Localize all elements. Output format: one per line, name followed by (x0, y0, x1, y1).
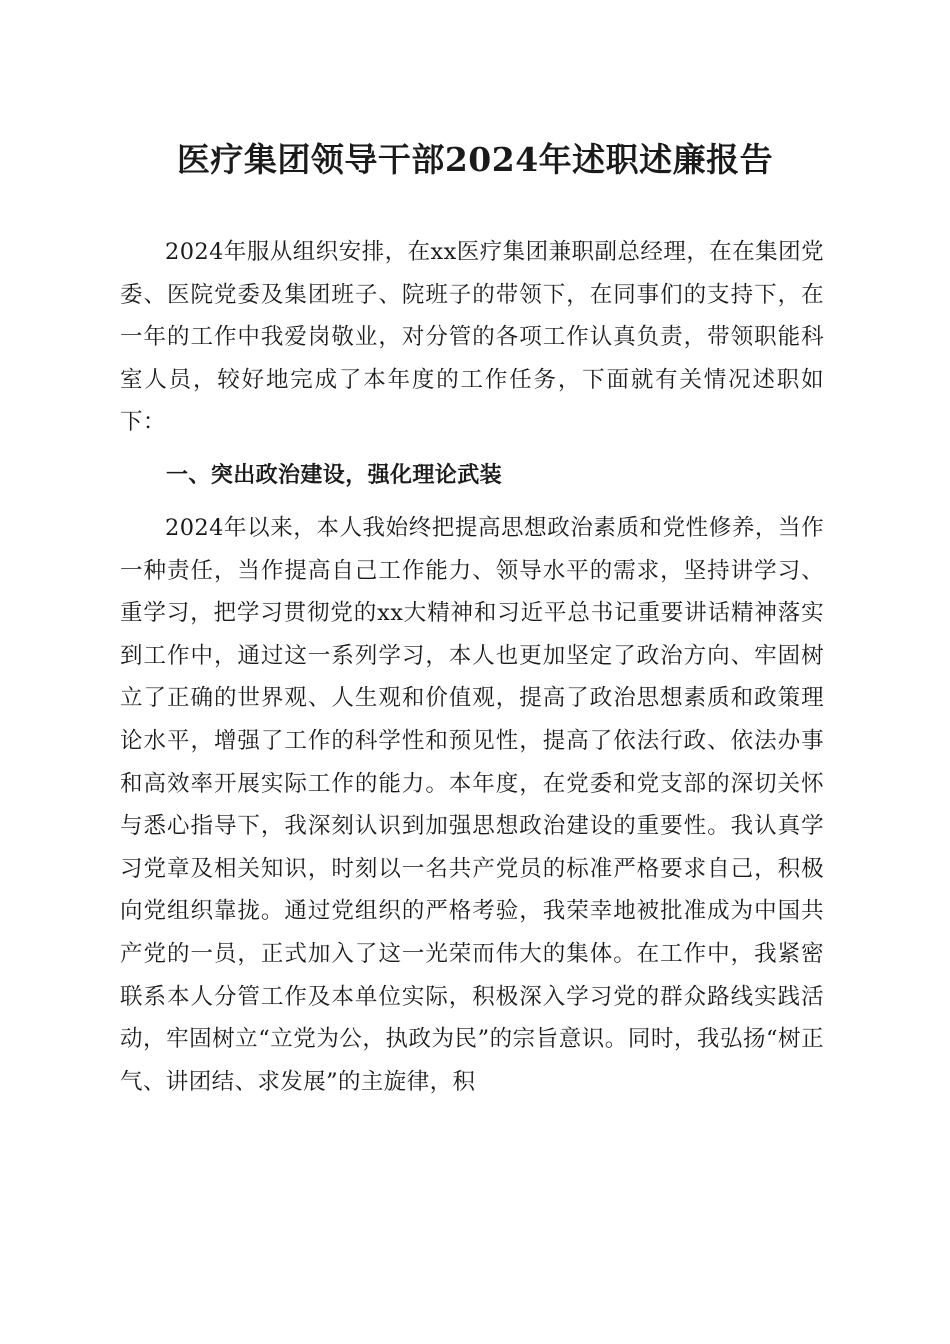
body-paragraph: 2024年以来，本人我始终把提高思想政治素质和党性修养，当作一种责任，当作提高自己工作能力、领导水平的需求，坚持讲学习、重学习，把学习贯彻党的xx大精神和习近平总书记重要讲话精神落实到工作中，通过这一系列学习，本人也更加坚定了政治方向、牢固树立了正确的世界观、人生观和价值观，提高了政治思想素质和政策理论水平，增强了工作的科学性和预见性，提高了依法行政、依法办事和高效率开展实际工作的能力。本年度，在党委和党支部的深切关怀与悉心指导下，我深刻认识到加强思想政治建设的重要性。我认真学习党章及相关知识，时刻以一名共产党员的标准严格要求自己，积极向党组织靠拢。通过党组织的严格考验，我荣幸地被批准成为中国共产党的一员，正式加入了这一光荣而伟大的集体。在工作中，我紧密联系本人分管工作及本单位实际，积极深入学习党的群众路线实践活动，牢固树立“立党为公，执政为民”的宗旨意识。同时，我弘扬“树正气、讲团结、求发展”的主旋律，积 (120, 515, 824, 1095)
intro-paragraph: 2024年服从组织安排，在xx医疗集团兼职副总经理，在在集团党委、医院党委及集团班子、院班子的带领下，在同事们的支持下，在一年的工作中我爱岗敬业，对分管的各项工作认真负责，带领职能科室人员，较好地完成了本年度的工作任务，下面就有关情况述职如下： (120, 239, 824, 436)
document-title: 医疗集团领导干部2024年述职述廉报告 (176, 140, 774, 179)
section-heading: 一、突出政治建设，强化理论武装 (166, 463, 503, 488)
